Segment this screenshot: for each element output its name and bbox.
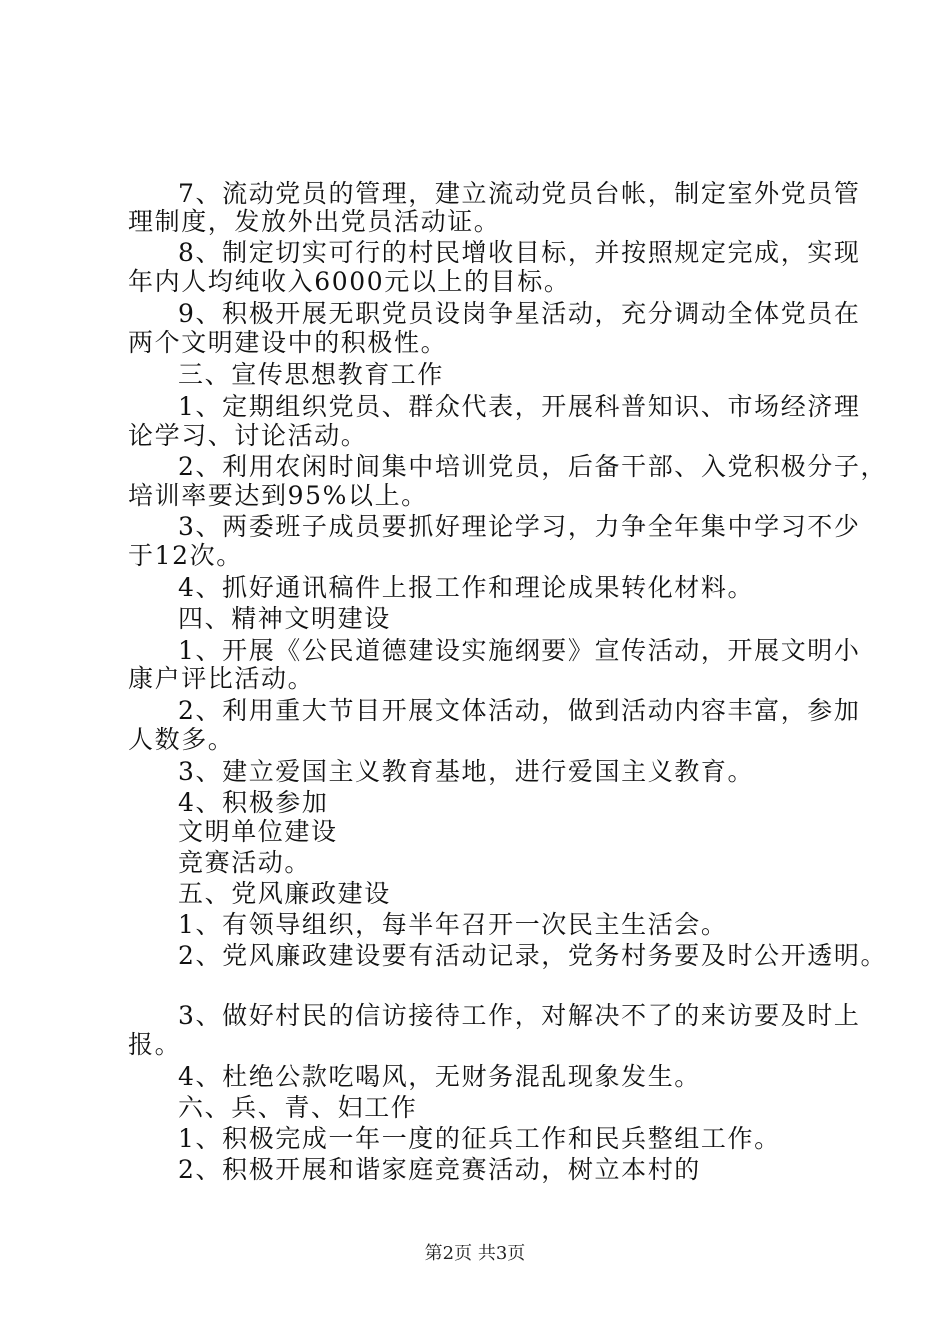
section-heading: 三、宣传思想教育工作	[178, 360, 445, 389]
text-line: 3、做好村民的信访接待工作，对解决不了的来访要及时上	[178, 1001, 861, 1030]
text-line: 8、制定切实可行的村民增收目标，并按照规定完成，实现	[178, 238, 861, 267]
text-line: 4、积极参加	[178, 788, 329, 817]
text-line: 1、定期组织党员、群众代表，开展科普知识、市场经济理	[178, 392, 861, 421]
text-line: 4、杜绝公款吃喝风，无财务混乱现象发生。	[178, 1062, 701, 1091]
text-line: 年内人均纯收入6000元以上的目标。	[128, 267, 571, 296]
text-line: 3、两委班子成员要抓好理论学习，力争全年集中学习不少	[178, 512, 861, 541]
text-line: 培训率要达到95%以上。	[128, 481, 428, 510]
section-heading: 六、兵、青、妇工作	[178, 1093, 418, 1122]
text-line: 于12次。	[128, 541, 243, 570]
text-line: 1、积极完成一年一度的征兵工作和民兵整组工作。	[178, 1124, 781, 1153]
text-line: 7、流动党员的管理，建立流动党员台帐，制定室外党员管	[178, 179, 861, 208]
text-line: 报。	[128, 1030, 182, 1059]
text-line: 2、党风廉政建设要有活动记录，党务村务要及时公开透明。	[178, 941, 888, 970]
text-line: 人数多。	[128, 725, 235, 754]
page-footer: 第2页 共3页	[424, 1243, 526, 1264]
text-line: 9、积极开展无职党员设岗争星活动，充分调动全体党员在	[178, 299, 861, 328]
text-line: 3、建立爱国主义教育基地，进行爱国主义教育。	[178, 757, 755, 786]
text-line: 论学习、讨论活动。	[128, 421, 368, 450]
text-line: 1、开展《公民道德建设实施纲要》宣传活动，开展文明小	[178, 636, 861, 665]
section-heading: 四、精神文明建设	[178, 604, 391, 633]
text-line: 4、抓好通讯稿件上报工作和理论成果转化材料。	[178, 573, 755, 602]
text-line: 两个文明建设中的积极性。	[128, 328, 448, 357]
text-line: 2、积极开展和谐家庭竞赛活动，树立本村的	[178, 1155, 701, 1184]
text-line: 2、利用重大节目开展文体活动，做到活动内容丰富，参加	[178, 696, 861, 725]
text-line: 文明单位建设	[178, 817, 338, 846]
section-heading: 五、党风廉政建设	[178, 879, 391, 908]
text-line: 理制度，发放外出党员活动证。	[128, 207, 501, 236]
text-line: 2、利用农闲时间集中培训党员，后备干部、入党积极分子，	[178, 452, 888, 481]
text-line: 竞赛活动。	[178, 848, 312, 877]
text-line: 康户评比活动。	[128, 664, 315, 693]
text-line: 1、有领导组织，每半年召开一次民主生活会。	[178, 910, 728, 939]
